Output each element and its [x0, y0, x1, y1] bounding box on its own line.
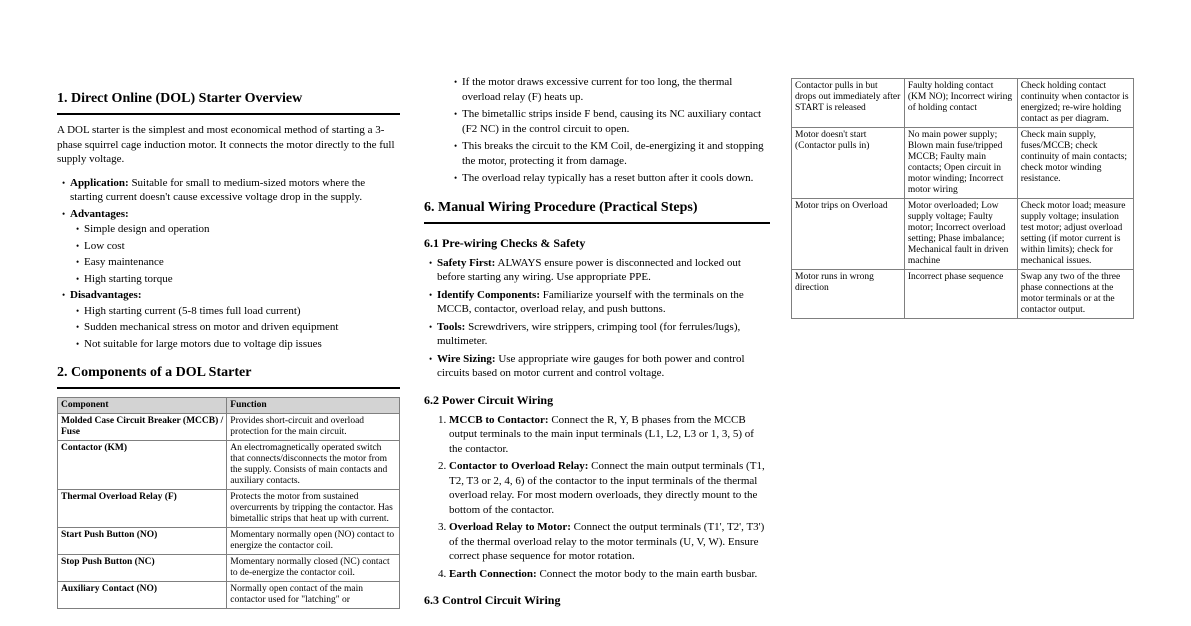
- item-text: ALWAYS ensure power is disconnected and locked out before starting any wiring. Use appropriate PPE.: [437, 256, 741, 283]
- section-6-2-heading: 6.2 Power Circuit Wiring: [424, 392, 554, 407]
- step-item: [449, 520, 770, 564]
- step-text: Connect the motor body to the main earth busbar.: [539, 567, 758, 580]
- function-cell: Protects the motor from sustained overcurrents by tripping the contactor. Has bimetallic strips that heat up with current.: [227, 490, 400, 528]
- symptom-cell: Contactor pulls in but drops out immediately after START is released: [792, 79, 905, 128]
- component-cell: Auxiliary Contact (NO): [58, 582, 227, 609]
- item-text: Use appropriate wire gauges for both power and control circuits based on motor current and control voltage.: [437, 352, 745, 379]
- list-item: • High starting current (5-8 times full load current): [84, 304, 400, 319]
- disadvantages-list: [70, 304, 400, 352]
- list-item: [437, 288, 770, 317]
- list-item: • The bimetallic strips inside F bend, causing its NC auxiliary contact (F2 NC) in the control circuit to open.: [462, 107, 770, 136]
- component-cell: Contactor (KM): [58, 441, 227, 490]
- table-row: [58, 555, 400, 582]
- item-text: Screwdrivers, wire strippers, crimping tool (for ferrules/lugs), multimeter.: [437, 320, 741, 347]
- list-item: [437, 352, 770, 381]
- function-cell: Momentary normally closed (NC) contact to de-energize the contactor coil.: [227, 555, 400, 582]
- list-item: [437, 256, 770, 285]
- table-row: [792, 270, 1134, 319]
- list-item: • Not suitable for large motors due to voltage dip issues: [84, 337, 400, 352]
- section-6-3-heading: 6.3 Control Circuit Wiring: [424, 593, 561, 607]
- troubleshooting-table: [791, 78, 1134, 319]
- disadvantages-item: [70, 288, 400, 351]
- intro-paragraph: A DOL starter is the simplest and most economical method of starting a 3-phase squirrel cage induction motor. It connects the motor directly to the full supply voltage.: [57, 124, 395, 165]
- step-item: [449, 413, 770, 457]
- item-label: Safety First:: [437, 256, 496, 269]
- action-cell: Check holding contact continuity when contactor is energized; re-wire holding contact as per diagram.: [1017, 79, 1133, 128]
- item-text: Familiarize yourself with the terminals on the MCCB, contactor, overload relay, and push buttons.: [437, 288, 744, 315]
- prewiring-checks-list: [424, 256, 770, 381]
- cause-cell: Incorrect phase sequence: [904, 270, 1017, 319]
- list-item: • This breaks the circuit to the KM Coil, de-energizing it and stopping the motor, protecting it from damage.: [462, 139, 770, 168]
- cause-cell: Faulty holding contact (KM NO); Incorrect wiring of holding contact: [904, 79, 1017, 128]
- action-cell: Check main supply, fuses/MCCB; check continuity of main contacts; check motor winding resistance.: [1017, 128, 1133, 199]
- list-item: • Sudden mechanical stress on motor and driven equipment: [84, 320, 400, 335]
- item-label: Wire Sizing:: [437, 352, 496, 365]
- symptom-cell: Motor doesn't start (Contactor pulls in): [792, 128, 905, 199]
- step-item: [449, 567, 770, 582]
- item-label: Tools:: [437, 320, 466, 333]
- function-cell: Normally open contact of the main contactor used for "latching" or: [227, 582, 400, 609]
- section-6-1-heading: 6.1 Pre-wiring Checks & Safety: [424, 235, 586, 250]
- function-cell: Provides short-circuit and overload protection for the main circuit.: [227, 414, 400, 441]
- advantages-label: Advantages:: [70, 207, 129, 220]
- section-1-heading: 1. Direct Online (DOL) Starter Overview: [57, 91, 400, 115]
- list-item: [437, 320, 770, 349]
- components-table-wrap: [57, 397, 400, 609]
- overload-behavior-list: [424, 75, 770, 186]
- list-item: • Simple design and operation: [84, 222, 400, 237]
- list-item: • Easy maintenance: [84, 255, 400, 270]
- column-header: Component: [58, 398, 227, 414]
- symptom-cell: Motor trips on Overload: [792, 199, 905, 270]
- step-text: Connect the main output terminals (T1, T2, T3 or 2, 4, 6) of the contactor to the input terminals of the thermal overload relay. For most modern overloads, they directly mount to the bottom of the contactor.: [449, 460, 765, 516]
- application-text: Suitable for small to medium-sized motors where the starting current doesn't cause excessive voltage drop in the supply.: [70, 176, 366, 203]
- table-row: [58, 582, 400, 609]
- table-row: [58, 490, 400, 528]
- component-cell: Thermal Overload Relay (F): [58, 490, 227, 528]
- step-item: [449, 459, 770, 517]
- step-label: Contactor to Overload Relay:: [449, 460, 589, 472]
- table-row: [792, 128, 1134, 199]
- component-cell: Start Push Button (NO): [58, 528, 227, 555]
- table-row: [58, 441, 400, 490]
- table-header-row: [58, 398, 400, 414]
- symptom-cell: Motor runs in wrong direction: [792, 270, 905, 319]
- section-6-heading: 6. Manual Wiring Procedure (Practical Steps): [424, 200, 770, 224]
- function-cell: An electromagnetically operated switch that connects/disconnects the motor from the supply. Consists of main contacts and auxiliary contacts.: [227, 441, 400, 490]
- table-row: [792, 79, 1134, 128]
- step-text: Connect the output terminals (T1', T2', T3') of the thermal overload relay to the motor terminals (U, V, W). Ensure correct phase sequence for motor rotation.: [449, 521, 765, 562]
- column-header: Function: [227, 398, 400, 414]
- step-label: Overload Relay to Motor:: [449, 521, 571, 533]
- step-label: MCCB to Contactor:: [449, 413, 549, 426]
- advantages-item: [70, 207, 400, 287]
- section-2-heading: 2. Components of a DOL Starter: [57, 365, 400, 389]
- application-label: Application:: [70, 176, 129, 189]
- power-circuit-steps: [424, 413, 770, 582]
- middle-column: [424, 75, 770, 613]
- action-cell: Check motor load; measure supply voltage; insulation test motor; adjust overload setting (if motor current is within limits); check for mechanical issues.: [1017, 199, 1133, 270]
- right-column: [791, 78, 1134, 319]
- table-row: [792, 199, 1134, 270]
- table-row: [58, 414, 400, 441]
- component-cell: Molded Case Circuit Breaker (MCCB) / Fuse: [58, 414, 227, 441]
- list-item: • The overload relay typically has a reset button after it cools down.: [462, 171, 770, 186]
- item-label: Identify Components:: [437, 288, 540, 301]
- components-table: [57, 397, 400, 609]
- overview-list: [57, 176, 400, 352]
- list-item: • High starting torque: [84, 272, 400, 287]
- step-text: Connect the R, Y, B phases from the MCCB output terminals to the main input terminals (L1, L2, L3 or 1, 3, 5) of the contactor.: [449, 413, 754, 455]
- advantages-list: [70, 222, 400, 286]
- cause-cell: Motor overloaded; Low supply voltage; Faulty motor; Incorrect overload setting; Phase imbalance; Mechanical fault in driven machine: [904, 199, 1017, 270]
- action-cell: Swap any two of the three phase connections at the motor terminals or at the contactor output.: [1017, 270, 1133, 319]
- function-cell: Momentary normally open (NO) contact to energize the contactor coil.: [227, 528, 400, 555]
- list-item: • If the motor draws excessive current for too long, the thermal overload relay (F) heats up.: [462, 75, 770, 104]
- cause-cell: No main power supply; Blown main fuse/tripped MCCB; Faulty main contacts; Open circuit in motor winding; Incorrect motor wiring: [904, 128, 1017, 199]
- disadvantages-label: Disadvantages:: [70, 289, 142, 301]
- left-column: [57, 91, 400, 609]
- application-item: [70, 176, 400, 205]
- component-cell: Stop Push Button (NC): [58, 555, 227, 582]
- step-label: Earth Connection:: [449, 567, 537, 580]
- list-item: • Low cost: [84, 239, 400, 254]
- table-row: [58, 528, 400, 555]
